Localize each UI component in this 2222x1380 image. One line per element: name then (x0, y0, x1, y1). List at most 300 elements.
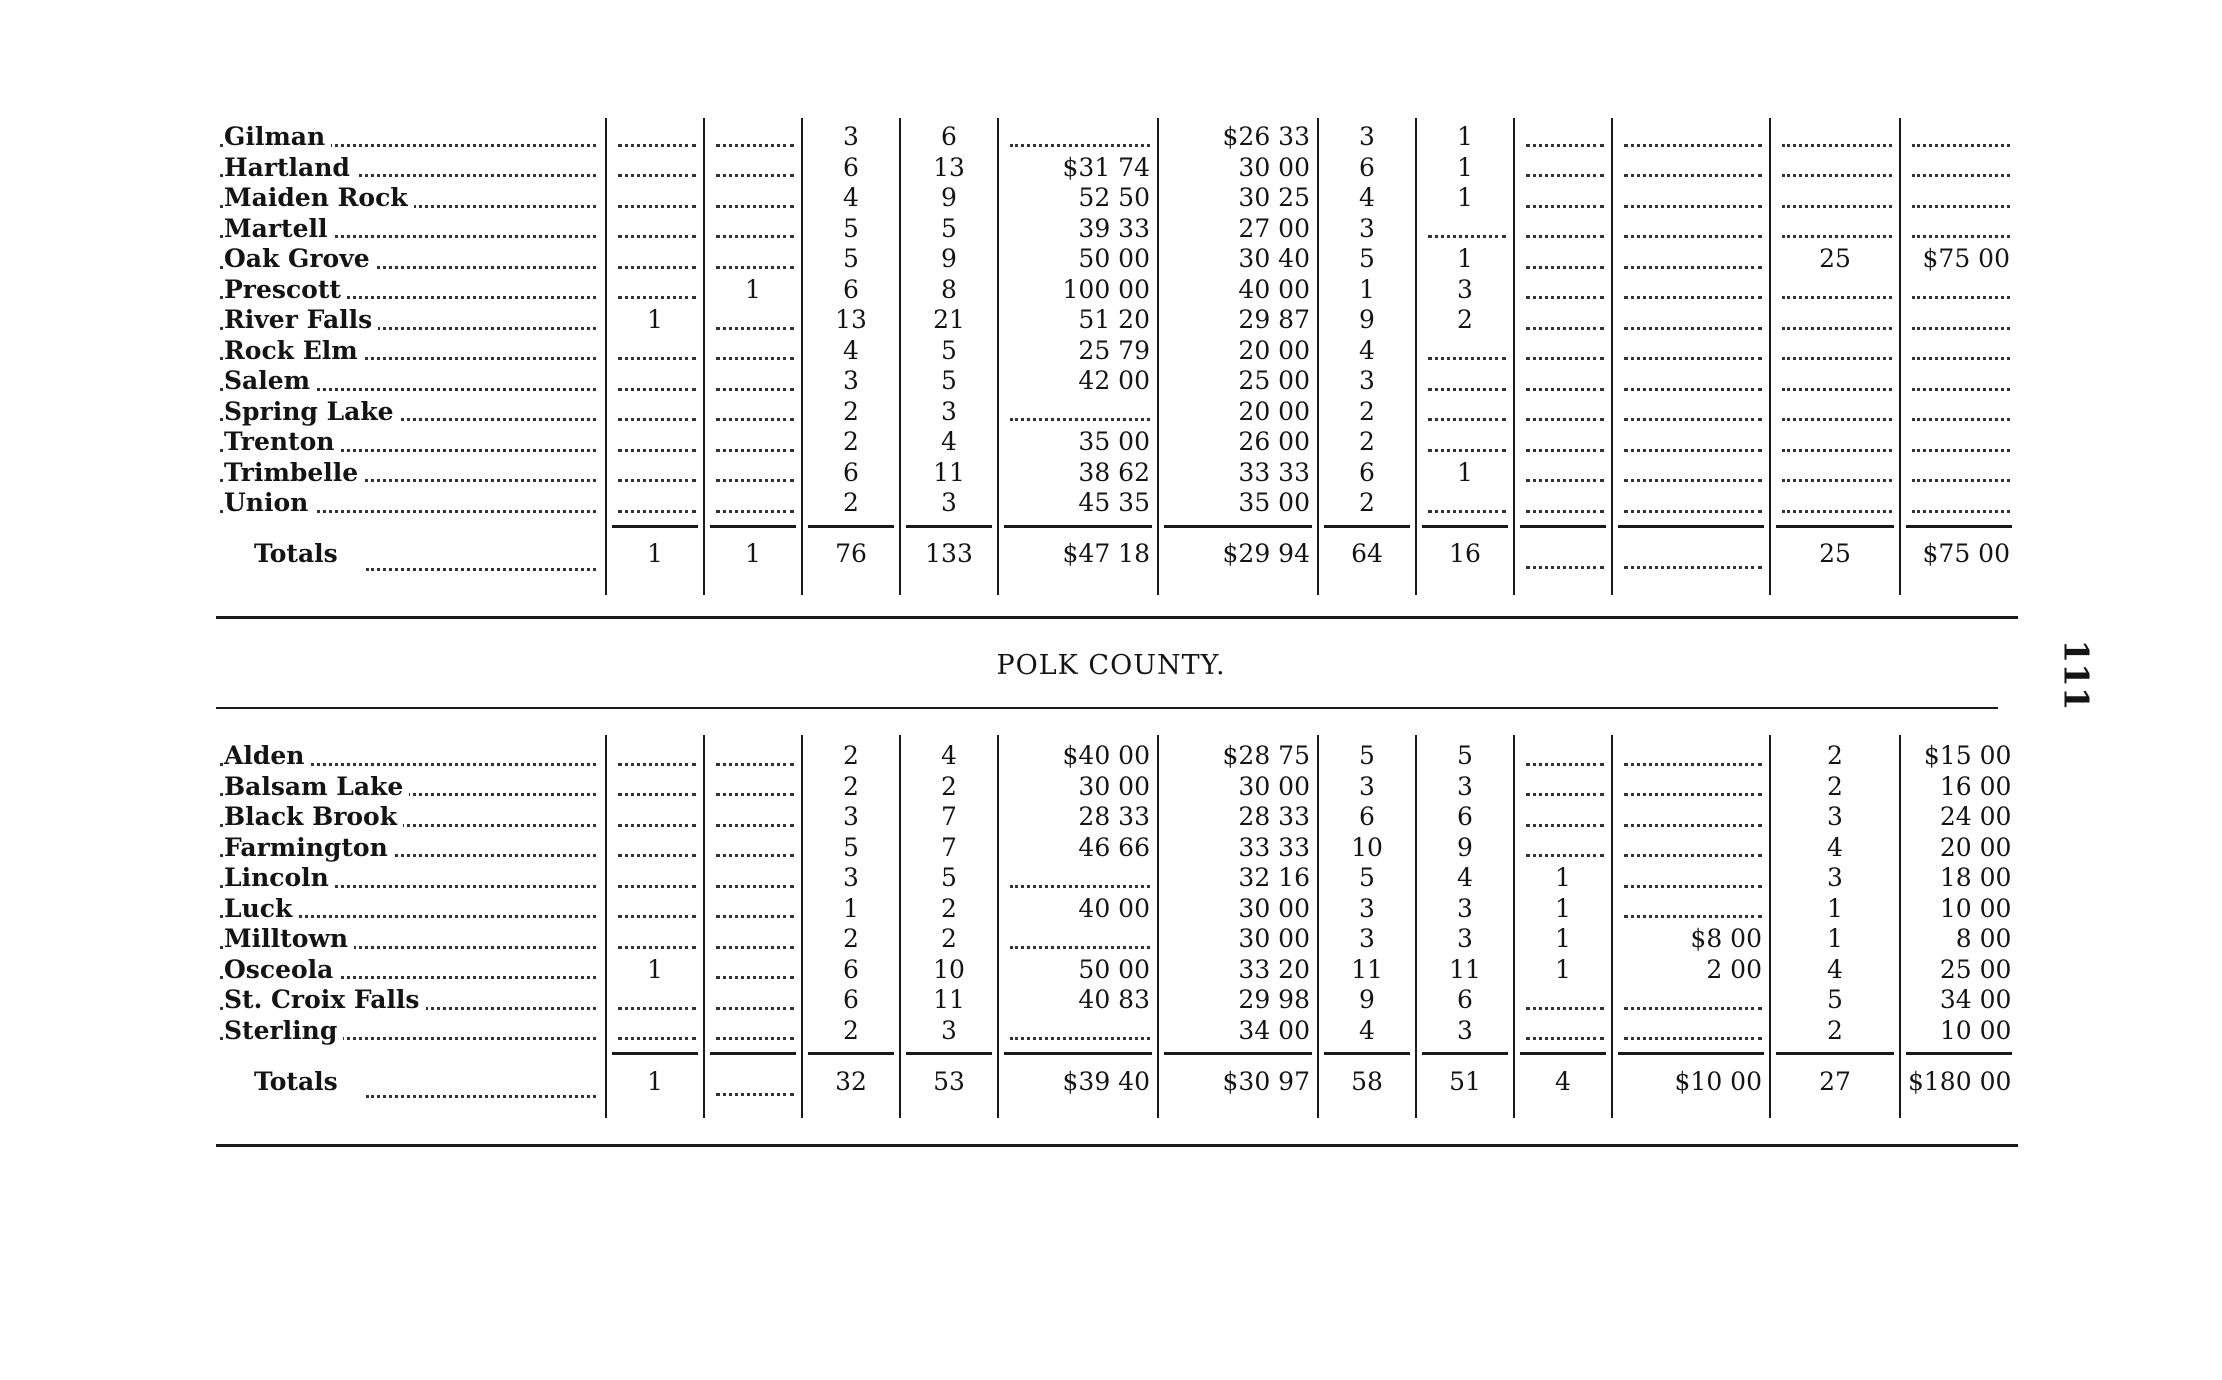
value-cell-c2 (704, 802, 802, 833)
town-name: Prescott (224, 275, 347, 304)
totals-rule (808, 525, 894, 528)
value-cell-c2 (704, 244, 802, 275)
value-cell-c7: 5 (1359, 741, 1375, 770)
town-name-cell (216, 305, 606, 336)
value-cell-c8: 3 (1457, 1015, 1473, 1045)
value-cell-c6: 28 33 (1238, 802, 1310, 831)
value-cell-c1 (606, 336, 704, 367)
value-cell-c9 (1514, 275, 1612, 306)
totals-rule (1004, 1052, 1152, 1055)
town-name: Gilman (224, 122, 331, 151)
value-cell-c4: 11 (933, 985, 965, 1014)
table-row (216, 427, 2018, 458)
totals-label: Totals (254, 539, 344, 568)
value-cell-c5: 50 00 (1078, 954, 1150, 984)
value-cell-c7: 11 (1351, 954, 1383, 984)
town-name: Salem (224, 366, 316, 395)
column-divider (1899, 735, 1901, 1118)
town-name: Milltown (224, 924, 354, 953)
county-heading: POLK COUNTY. (996, 650, 1226, 681)
table-bottom-rule (216, 1144, 2018, 1147)
value-cell-c2 (704, 427, 802, 458)
value-cell-c6: 35 00 (1238, 488, 1310, 517)
column-divider (1157, 735, 1159, 1118)
town-name-cell (216, 275, 606, 306)
column-divider (703, 118, 705, 595)
value-cell-c4: 2 (941, 771, 957, 801)
value-cell-c7: 1 (1359, 274, 1375, 304)
value-cell-c7: 3 (1359, 771, 1375, 801)
totals-row (216, 519, 2018, 591)
column-divider (1513, 735, 1515, 1118)
value-cell-c5: 46 66 (1078, 832, 1150, 862)
value-cell-c4: 4 (941, 741, 957, 770)
town-name: Black Brook (224, 802, 403, 831)
value-cell-c3: 6 (843, 457, 859, 487)
value-cell-c1 (606, 985, 704, 1016)
value-cell-c11 (1770, 122, 1900, 153)
totals-rule (1776, 1052, 1894, 1055)
value-cell-c11 (1770, 488, 1900, 519)
value-cell-c10 (1612, 366, 1770, 397)
column-divider (605, 735, 607, 1118)
value-cell-c12: 18 00 (1939, 863, 2012, 892)
value-cell-c5 (998, 1016, 1158, 1047)
value-cell-c2: 1 (745, 274, 761, 304)
table-body (216, 122, 2018, 591)
value-cell-c8: 5 (1457, 741, 1473, 770)
value-cell-c1 (606, 863, 704, 894)
value-cell-c7: 5 (1359, 863, 1375, 892)
value-cell-c5: $31 74 (1062, 152, 1150, 182)
table-row (216, 802, 2019, 833)
value-cell-c8: 1 (1457, 244, 1473, 273)
value-cell-c6: 25 00 (1238, 366, 1310, 395)
value-cell-c9 (1514, 244, 1612, 275)
table-row (216, 366, 2018, 397)
value-cell-c5: $39 40 (1062, 1066, 1150, 1096)
value-cell-c11: 2 (1827, 1015, 1843, 1045)
column-divider (997, 735, 999, 1118)
column-divider (1769, 118, 1771, 595)
value-cell-c1 (606, 214, 704, 245)
town-name: Trimbelle (224, 458, 364, 487)
value-cell-c3: 3 (843, 863, 859, 892)
value-cell-c8: 4 (1457, 863, 1473, 892)
value-cell-c5: 25 79 (1078, 335, 1150, 365)
value-cell-c4: 5 (941, 335, 957, 365)
value-cell-c12 (1900, 397, 2018, 428)
value-cell-c1 (606, 427, 704, 458)
value-cell-c10 (1612, 305, 1770, 336)
value-cell-c4: 3 (941, 396, 957, 426)
table-row (216, 397, 2018, 428)
column-divider (1317, 118, 1319, 595)
value-cell-c7: 9 (1359, 305, 1375, 334)
totals-rule (612, 1052, 698, 1055)
town-name-cell (216, 1046, 606, 1118)
value-cell-c4: 3 (941, 488, 957, 517)
table-row (216, 741, 2019, 772)
table-row (216, 275, 2018, 306)
town-name: Balsam Lake (224, 772, 409, 801)
totals-rule (710, 1052, 796, 1055)
totals-rule (1906, 1052, 2012, 1055)
value-cell-c6: 33 20 (1238, 954, 1310, 984)
value-cell-c9 (1514, 397, 1612, 428)
section-divider-bottom (216, 707, 1998, 709)
value-cell-c12: $180 00 (1908, 1066, 2012, 1096)
value-cell-c12 (1900, 366, 2018, 397)
value-cell-c12 (1900, 305, 2018, 336)
town-name: Osceola (224, 955, 339, 984)
value-cell-c4: 21 (933, 305, 965, 334)
value-cell-c11 (1770, 214, 1900, 245)
section-divider-top (216, 616, 2018, 619)
value-cell-c2: 1 (745, 539, 761, 569)
value-cell-c6: 29 98 (1238, 985, 1310, 1014)
value-cell-c3: 5 (843, 244, 859, 273)
column-divider (997, 118, 999, 595)
value-cell-c4: 11 (933, 457, 965, 487)
value-cell-c2 (704, 1046, 802, 1118)
table-row (216, 244, 2018, 275)
value-cell-c11: 5 (1827, 985, 1843, 1014)
totals-rule (1004, 525, 1152, 528)
value-cell-c3: 13 (835, 305, 867, 334)
town-name: Union (224, 488, 314, 517)
value-cell-c1 (606, 244, 704, 275)
totals-rule (1776, 525, 1894, 528)
value-cell-c3: 6 (843, 274, 859, 304)
value-cell-c10 (1612, 833, 1770, 864)
town-name-cell (216, 802, 606, 833)
value-cell-c7: 3 (1359, 924, 1375, 953)
value-cell-c10 (1612, 802, 1770, 833)
value-cell-c3: 4 (843, 183, 859, 212)
value-cell-c7: 3 (1359, 213, 1375, 243)
town-name-cell (216, 519, 606, 591)
column-divider (801, 735, 803, 1118)
value-cell-c3: 2 (843, 488, 859, 517)
town-name-cell (216, 336, 606, 367)
value-cell-c12: 10 00 (1939, 1015, 2012, 1045)
value-cell-c12 (1900, 214, 2018, 245)
value-cell-c11: 4 (1827, 954, 1843, 984)
value-cell-c9: 1 (1555, 863, 1571, 892)
value-cell-c2 (704, 985, 802, 1016)
table-row (216, 833, 2019, 864)
value-cell-c1 (606, 802, 704, 833)
value-cell-c5 (998, 863, 1158, 894)
value-cell-c1: 1 (647, 1066, 663, 1096)
value-cell-c10 (1612, 458, 1770, 489)
value-cell-c3: 76 (835, 539, 867, 569)
totals-rule (906, 525, 992, 528)
town-name-cell (216, 924, 606, 955)
value-cell-c8: 6 (1457, 802, 1473, 831)
value-cell-c11: 2 (1827, 771, 1843, 801)
value-cell-c5: 39 33 (1078, 213, 1150, 243)
column-divider (1157, 118, 1159, 595)
value-cell-c4: 9 (941, 183, 957, 212)
value-cell-c10: $10 00 (1674, 1066, 1762, 1096)
value-cell-c2 (704, 488, 802, 519)
value-cell-c8: 9 (1457, 832, 1473, 862)
table-row (216, 305, 2018, 336)
value-cell-c8 (1416, 427, 1514, 458)
value-cell-c6: 27 00 (1238, 213, 1310, 243)
town-name: Spring Lake (224, 397, 400, 426)
value-cell-c4: 13 (933, 152, 965, 182)
value-cell-c1 (606, 122, 704, 153)
value-cell-c9 (1514, 336, 1612, 367)
value-cell-c3: 3 (843, 122, 859, 151)
town-name-cell (216, 741, 606, 772)
value-cell-c5: 35 00 (1078, 427, 1150, 456)
town-name-cell (216, 985, 606, 1016)
column-divider (1769, 735, 1771, 1118)
value-cell-c3: 6 (843, 954, 859, 984)
value-cell-c3: 2 (843, 741, 859, 770)
value-cell-c1 (606, 833, 704, 864)
value-cell-c7: 5 (1359, 244, 1375, 273)
value-cell-c2 (704, 1016, 802, 1047)
town-name-cell (216, 772, 606, 803)
value-cell-c3: 2 (843, 396, 859, 426)
town-name-cell (216, 366, 606, 397)
value-cell-c12: 34 00 (1939, 985, 2012, 1014)
town-name: Luck (224, 894, 298, 923)
value-cell-c12 (1900, 336, 2018, 367)
town-name: Maiden Rock (224, 183, 414, 212)
value-cell-c3: 5 (843, 213, 859, 243)
town-name: Hartland (224, 153, 356, 182)
value-cell-c4: 3 (941, 1015, 957, 1045)
value-cell-c7: 64 (1351, 539, 1383, 569)
value-cell-c6: 30 00 (1238, 152, 1310, 182)
totals-rule (1324, 1052, 1410, 1055)
value-cell-c6: $28 75 (1222, 741, 1310, 770)
totals-rule (612, 525, 698, 528)
value-cell-c11 (1770, 458, 1900, 489)
value-cell-c9: 4 (1555, 1066, 1571, 1096)
value-cell-c10: 2 00 (1706, 954, 1762, 984)
value-cell-c5: 51 20 (1078, 305, 1150, 334)
value-cell-c5 (998, 924, 1158, 955)
value-cell-c2 (704, 863, 802, 894)
value-cell-c9 (1514, 122, 1612, 153)
table-row (216, 772, 2019, 803)
value-cell-c11 (1770, 275, 1900, 306)
value-cell-c4: 9 (941, 244, 957, 273)
value-cell-c6: 33 33 (1238, 832, 1310, 862)
totals-rule (1164, 1052, 1312, 1055)
column-divider (1415, 118, 1417, 595)
value-cell-c6: 20 00 (1238, 335, 1310, 365)
value-cell-c9 (1514, 183, 1612, 214)
value-cell-c11: 1 (1827, 924, 1843, 953)
value-cell-c8: 1 (1457, 457, 1473, 487)
value-cell-c5: 45 35 (1078, 488, 1150, 517)
value-cell-c10 (1612, 122, 1770, 153)
value-cell-c6: 40 00 (1238, 274, 1310, 304)
value-cell-c12: $75 00 (1922, 539, 2010, 569)
value-cell-c6: 20 00 (1238, 396, 1310, 426)
value-cell-c3: 3 (843, 802, 859, 831)
town-name: Alden (224, 741, 310, 770)
value-cell-c9 (1514, 519, 1612, 591)
value-cell-c5: 42 00 (1078, 366, 1150, 395)
value-cell-c9 (1514, 153, 1612, 184)
totals-rule (710, 525, 796, 528)
town-name: River Falls (224, 305, 378, 334)
town-name-cell (216, 488, 606, 519)
value-cell-c2 (704, 458, 802, 489)
value-cell-c11 (1770, 427, 1900, 458)
value-cell-c1 (606, 894, 704, 925)
value-cell-c11 (1770, 183, 1900, 214)
value-cell-c2 (704, 397, 802, 428)
value-cell-c9: 1 (1555, 893, 1571, 923)
column-divider (899, 735, 901, 1118)
value-cell-c3: 2 (843, 771, 859, 801)
table-row (216, 336, 2018, 367)
town-name-cell (216, 122, 606, 153)
value-cell-c12: 8 00 (1955, 924, 2012, 953)
value-cell-c2 (704, 153, 802, 184)
value-cell-c7: 4 (1359, 335, 1375, 365)
value-cell-c7: 3 (1359, 122, 1375, 151)
value-cell-c10 (1612, 244, 1770, 275)
value-cell-c11 (1770, 305, 1900, 336)
value-cell-c11 (1770, 153, 1900, 184)
value-cell-c8: 2 (1457, 305, 1473, 334)
value-cell-c5: 38 62 (1078, 457, 1150, 487)
value-cell-c6: 34 00 (1238, 1015, 1310, 1045)
value-cell-c4: 5 (941, 366, 957, 395)
value-cell-c1 (606, 366, 704, 397)
table-row (216, 985, 2019, 1016)
value-cell-c8: 3 (1457, 924, 1473, 953)
town-name-cell (216, 397, 606, 428)
value-cell-c1 (606, 397, 704, 428)
value-cell-c1 (606, 741, 704, 772)
value-cell-c4: 2 (941, 893, 957, 923)
value-cell-c10 (1612, 863, 1770, 894)
value-cell-c8: 3 (1457, 893, 1473, 923)
value-cell-c4: 5 (941, 213, 957, 243)
value-cell-c8 (1416, 336, 1514, 367)
value-cell-c7: 2 (1359, 396, 1375, 426)
value-cell-c5: 30 00 (1078, 771, 1150, 801)
value-cell-c10 (1612, 894, 1770, 925)
value-cell-c2 (704, 122, 802, 153)
value-cell-c8: 6 (1457, 985, 1473, 1014)
value-cell-c11: 25 (1819, 244, 1851, 273)
value-cell-c10 (1612, 153, 1770, 184)
totals-row (216, 1046, 2019, 1118)
table-row (216, 1016, 2019, 1047)
value-cell-c11: 1 (1827, 893, 1843, 923)
town-name: Trenton (224, 427, 340, 456)
value-cell-c12 (1900, 458, 2018, 489)
town-name-cell (216, 153, 606, 184)
value-cell-c4: 8 (941, 274, 957, 304)
value-cell-c4: 5 (941, 863, 957, 892)
value-cell-c12 (1900, 153, 2018, 184)
value-cell-c8: 3 (1457, 274, 1473, 304)
totals-rule (1618, 525, 1764, 528)
value-cell-c6: $30 97 (1222, 1066, 1310, 1096)
value-cell-c5 (998, 397, 1158, 428)
value-cell-c4: 6 (941, 122, 957, 151)
table-row (216, 183, 2018, 214)
value-cell-c8: 51 (1449, 1066, 1481, 1096)
value-cell-c9 (1514, 985, 1612, 1016)
value-cell-c11 (1770, 366, 1900, 397)
value-cell-c9 (1514, 366, 1612, 397)
value-cell-c10 (1612, 488, 1770, 519)
value-cell-c11: 3 (1827, 863, 1843, 892)
value-cell-c2 (704, 924, 802, 955)
value-cell-c3: 32 (835, 1066, 867, 1096)
town-statistics-table-polk (216, 741, 2019, 1118)
value-cell-c2 (704, 741, 802, 772)
table-row (216, 955, 2019, 986)
value-cell-c6: $26 33 (1222, 122, 1310, 151)
value-cell-c8 (1416, 366, 1514, 397)
value-cell-c5: 100 00 (1062, 274, 1150, 304)
town-name-cell (216, 427, 606, 458)
table-row (216, 894, 2019, 925)
column-divider (899, 118, 901, 595)
value-cell-c10 (1612, 741, 1770, 772)
value-cell-c11 (1770, 397, 1900, 428)
value-cell-c2 (704, 894, 802, 925)
value-cell-c10 (1612, 519, 1770, 591)
totals-rule (906, 1052, 992, 1055)
value-cell-c3: 6 (843, 985, 859, 1014)
town-name: Oak Grove (224, 244, 376, 273)
value-cell-c5: 28 33 (1078, 802, 1150, 831)
town-name-cell (216, 955, 606, 986)
value-cell-c3: 2 (843, 1015, 859, 1045)
value-cell-c11: 3 (1827, 802, 1843, 831)
value-cell-c5: $47 18 (1062, 539, 1150, 569)
value-cell-c6: 29 87 (1238, 305, 1310, 334)
table-row (216, 214, 2018, 245)
value-cell-c12: $15 00 (1923, 741, 2012, 770)
value-cell-c1 (606, 153, 704, 184)
value-cell-c7: 4 (1359, 1015, 1375, 1045)
town-statistics-table-upper (216, 122, 2018, 591)
value-cell-c4: 2 (941, 924, 957, 953)
value-cell-c11 (1770, 336, 1900, 367)
table-body (216, 741, 2019, 1118)
value-cell-c10 (1612, 427, 1770, 458)
value-cell-c7: 58 (1351, 1066, 1383, 1096)
value-cell-c7: 3 (1359, 366, 1375, 395)
value-cell-c8 (1416, 214, 1514, 245)
town-name-cell (216, 183, 606, 214)
column-divider (801, 118, 803, 595)
value-cell-c10: $8 00 (1690, 924, 1762, 953)
value-cell-c1 (606, 772, 704, 803)
value-cell-c7: 6 (1359, 802, 1375, 831)
value-cell-c5: 40 83 (1078, 985, 1150, 1014)
town-name-cell (216, 894, 606, 925)
